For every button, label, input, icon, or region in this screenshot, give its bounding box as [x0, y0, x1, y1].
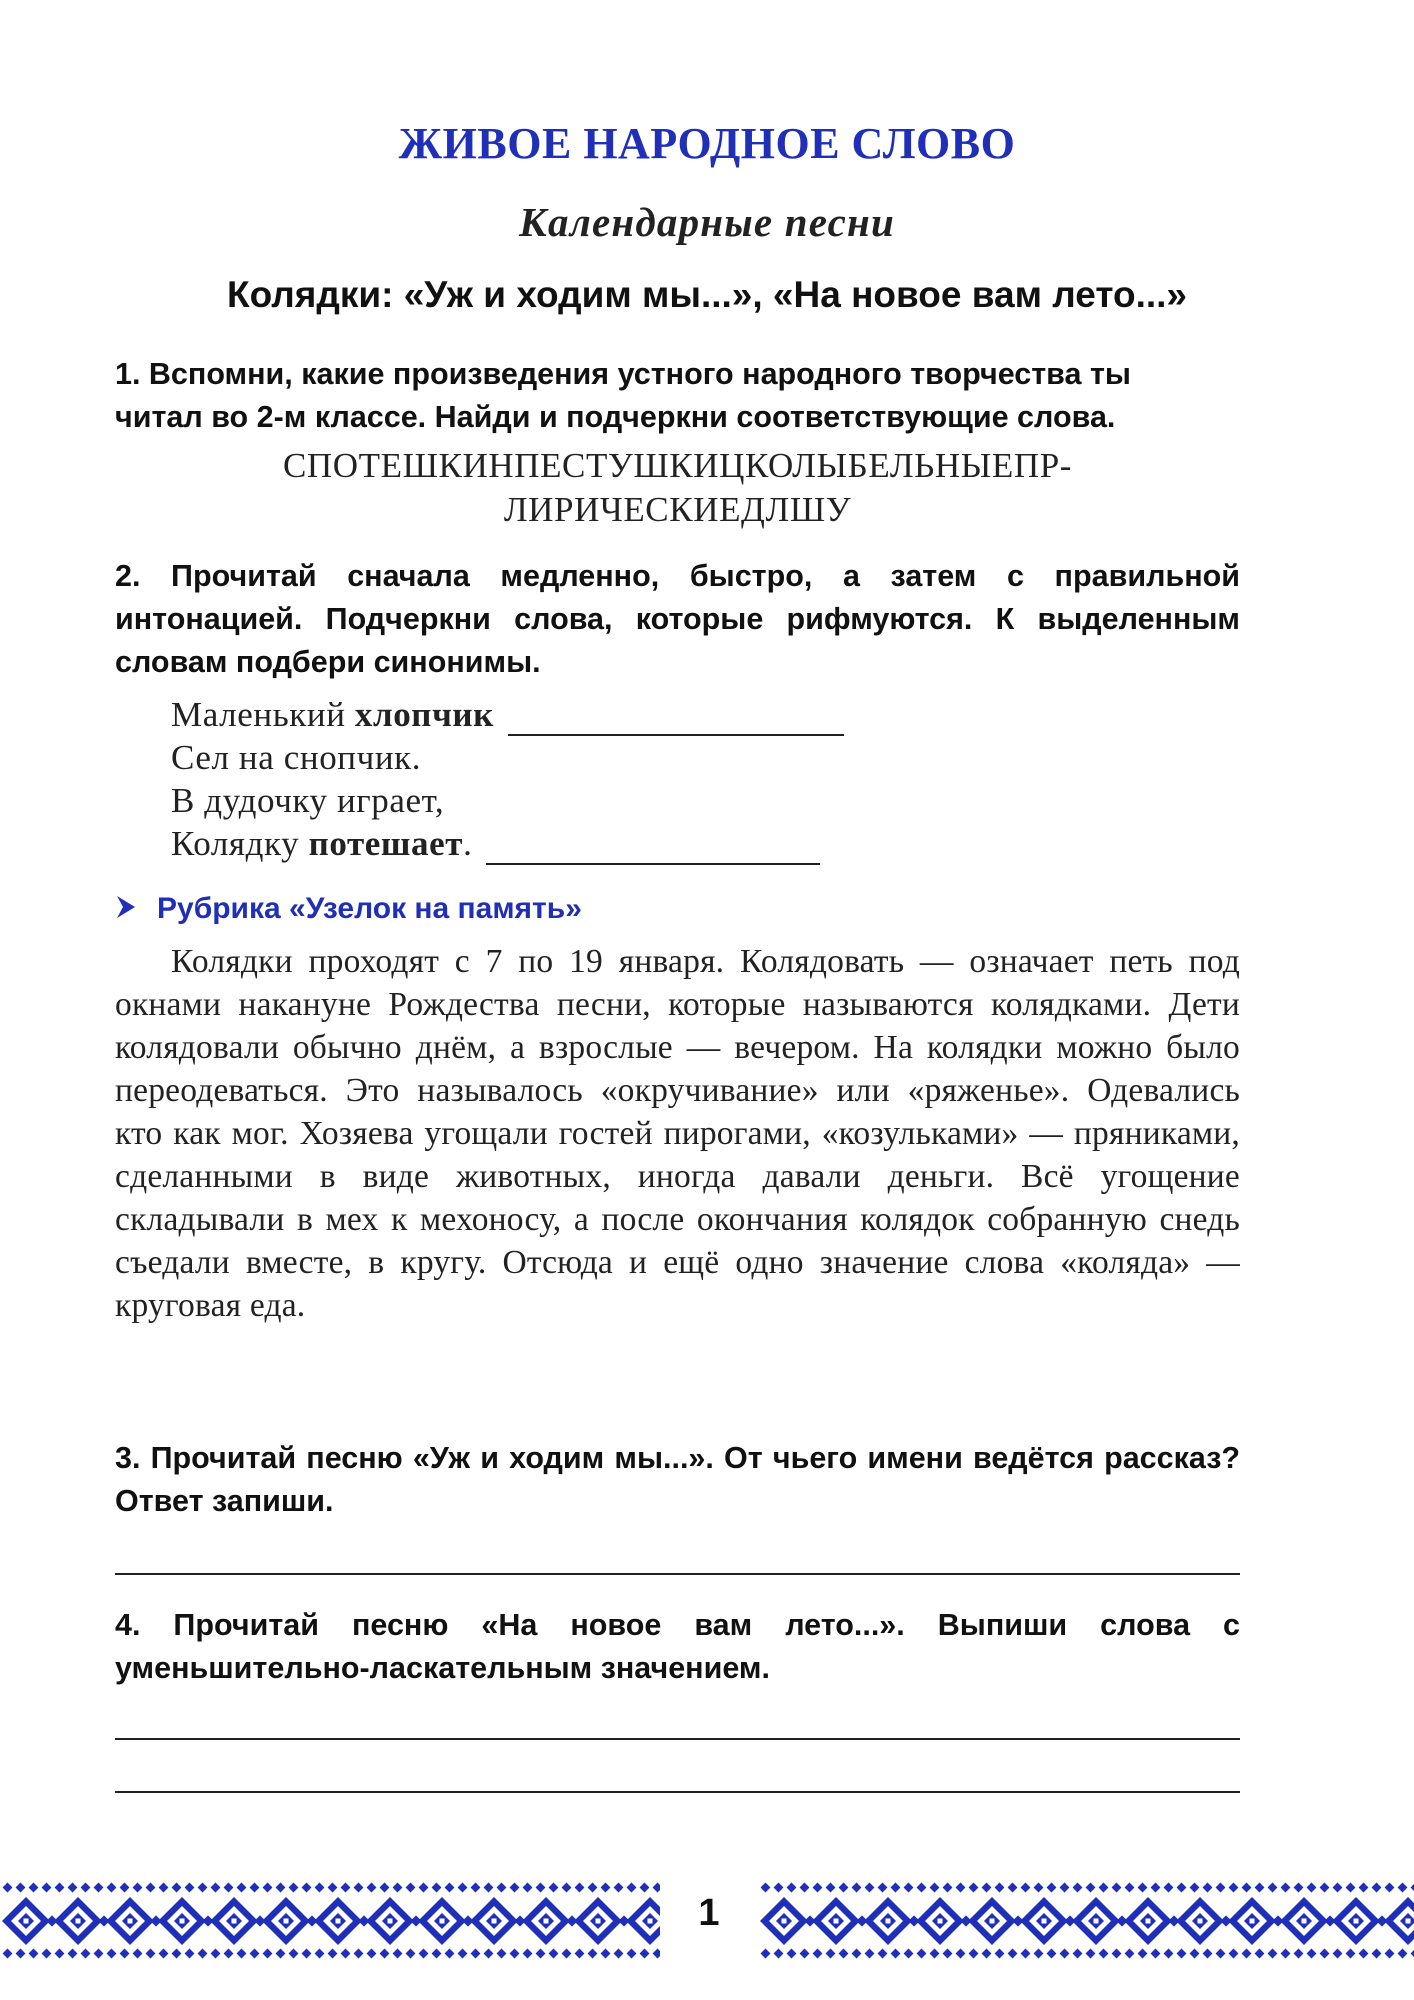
arrow-right-icon — [115, 894, 137, 920]
poem-line-2: Сел на снопчик. — [171, 738, 422, 777]
rubric-heading — [115, 892, 582, 926]
poem-highlight-word-1: хлопчик — [354, 695, 494, 734]
ornament-right — [758, 1882, 1414, 1960]
task-2 — [115, 555, 1240, 684]
task-1-line-2: читал во 2-м классе. Найди и подчеркни соответствующие слова. — [115, 400, 1116, 434]
poem-line-4 — [171, 822, 844, 865]
task-2-text: 2. Прочитай сначала медленно, быстро, а затем с правильной интонацией. Подчеркни слова, которые рифмуются. К выделенным словам подбери синонимы. — [115, 559, 1240, 679]
page-number: 1 — [698, 1892, 720, 1934]
poem-line-1 — [171, 693, 844, 736]
puzzle-line-2: ЛИРИЧЕСКИЕДЛШУ — [503, 490, 852, 529]
answer-line-task-4-1[interactable] — [115, 1738, 1240, 1740]
answer-line-task-3[interactable] — [115, 1573, 1240, 1575]
task-3-text: 3. Прочитай песню «Уж и ходим мы...». От чьего имени ведётся рассказ? Ответ запиши. — [115, 1441, 1240, 1518]
puzzle-line-1: СПОТЕШКИНПЕСТУШКИЦКОЛЫБЕЛЬНЫЕПР- — [282, 446, 1073, 485]
task-3 — [115, 1437, 1240, 1523]
rubric-label: Рубрика «Узелок на память» — [157, 892, 582, 925]
poem-line-4-end: . — [463, 824, 473, 863]
synonym-blank-1[interactable] — [508, 700, 844, 736]
poem-line-3: В дудочку играет, — [171, 781, 445, 820]
poem-highlight-word-2: потешает — [308, 824, 464, 863]
ornament-left — [0, 1882, 660, 1960]
subtitle: Календарные песни — [519, 199, 895, 245]
poem — [171, 693, 844, 865]
synonym-blank-2[interactable] — [486, 829, 820, 865]
rubric-text — [115, 940, 1240, 1327]
lesson-title: Колядки: «Уж и ходим мы...», «На новое вам лето...» — [226, 274, 1187, 315]
poem-line-1-text: Маленький — [171, 695, 355, 734]
rubric-paragraph: Колядки проходят с 7 по 19 января. Колядовать — означает петь под окнами накануне Рождества песни, которые называются колядками. Дети колядовали обычно днём, а взрослые — вечером. На колядки можно было переодеваться. Это называлось «окручивание» или «ряженье». Одевались кто как мог. Хозяева угощали гостей пирогами, «козульками» — пряниками, сделанными в виде животных, иногда давали деньги. Всё угощение складывали в мех к мехоносу, а после окончания колядок собранную снедь съедали вместе, в кругу. Отсюда и ещё одно значение слова «коляда» — круговая еда. — [115, 943, 1240, 1324]
section-title: ЖИВОЕ НАРОДНОЕ СЛОВО — [398, 119, 1016, 168]
task-4-text: 4. Прочитай песню «На новое вам лето...». Выпиши слова с уменьшительно-ласкательным значением. — [115, 1608, 1240, 1685]
word-search-puzzle — [115, 444, 1240, 532]
poem-line-4-text: Колядку — [171, 824, 309, 863]
task-1 — [115, 353, 1240, 439]
answer-line-task-4-2[interactable] — [115, 1791, 1240, 1793]
task-1-line-1: 1. Вспомни, какие произведения устного народного творчества ты — [115, 357, 1131, 391]
task-4 — [115, 1604, 1240, 1690]
